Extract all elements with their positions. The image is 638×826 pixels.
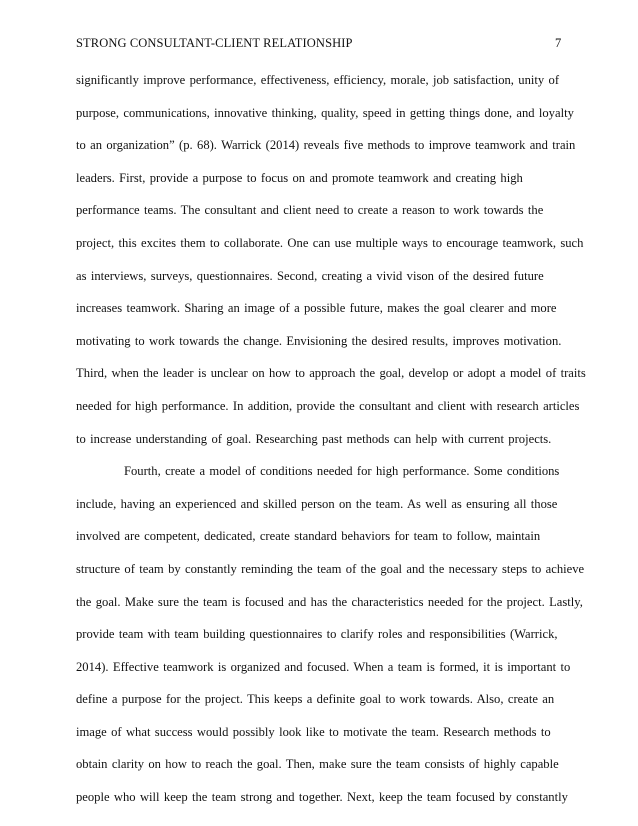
body-line: significantly improve performance, effectiveness, efficiency, morale, job satisfaction, unity of — [76, 73, 560, 87]
body-line: purpose, communications, innovative thinking, quality, speed in getting things done, and loyalty — [76, 105, 574, 120]
body-line: image of what success would possibly look like to motivate the team. Research methods to — [76, 724, 551, 739]
body-line: Fourth, create a model of conditions needed for high performance. Some conditions — [124, 464, 560, 479]
body-line: people who will keep the team strong and together. Next, keep the team focused by constantly — [76, 790, 568, 805]
body-line: involved are competent, dedicated, create standard behaviors for team to follow, maintain — [76, 529, 541, 544]
body-line: the goal. Make sure the team is focused and has the characteristics needed for the project. Lastly, — [76, 594, 583, 609]
body-line: 2014). Effective teamwork is organized and focused. When a team is formed, it is important to — [76, 659, 571, 674]
body-line: to increase understanding of goal. Researching past methods can help with current projects. — [76, 431, 552, 446]
body-line: Third, when the leader is unclear on how to approach the goal, develop or adopt a model of traits — [76, 366, 586, 381]
body-line: structure of team by constantly reminding the team of the goal and the necessary steps to achieve — [76, 561, 585, 576]
page-number: 7 — [555, 36, 562, 50]
body-line: motivating to work towards the change. Envisioning the desired results, improves motivation. — [76, 333, 562, 348]
body-line: define a purpose for the project. This keeps a definite goal to work towards. Also, create an — [76, 692, 555, 707]
body-line: performance teams. The consultant and client need to create a reason to work towards the — [76, 203, 544, 218]
running-head: STRONG CONSULTANT-CLIENT RELATIONSHIP — [76, 36, 353, 50]
body-line: project, this excites them to collaborate. One can use multiple ways to encourage teamwork, such — [76, 235, 584, 250]
body-text — [76, 69, 586, 819]
body-line: obtain clarity on how to reach the goal. Then, make sure the team consists of highly capable — [76, 757, 559, 772]
body-line: as interviews, surveys, questionnaires. Second, creating a vivid vison of the desired future — [76, 268, 544, 283]
body-line: increases teamwork. Sharing an image of a possible future, makes the goal clearer and more — [76, 301, 557, 316]
body-line: needed for high performance. In addition, provide the consultant and client with research articles — [76, 398, 580, 413]
body-line: leaders. First, provide a purpose to focus on and promote teamwork and creating high — [76, 170, 523, 185]
body-line: to an organization” (p. 68). Warrick (2014) reveals five methods to improve teamwork and train — [76, 138, 576, 153]
body-line: include, having an experienced and skilled person on the team. As well as ensuring all those — [76, 496, 558, 511]
body-line: provide team with team building questionnaires to clarify roles and responsibilities (Warrick, — [76, 627, 558, 642]
